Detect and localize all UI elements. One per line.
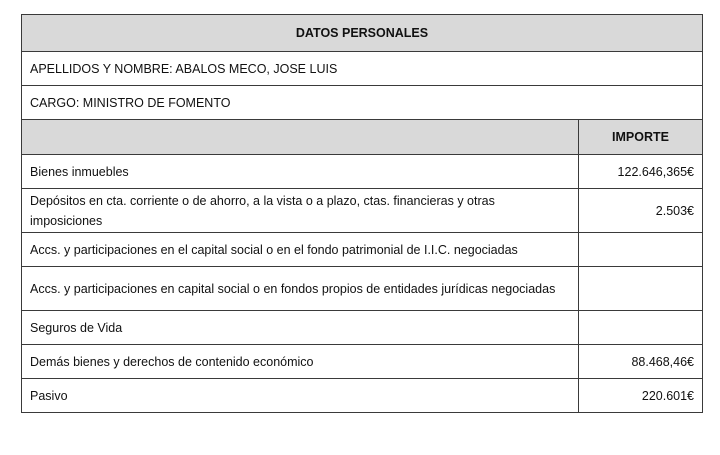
amount-column-header: IMPORTE	[579, 120, 703, 155]
column-header-row	[22, 120, 703, 155]
item-amount	[579, 233, 703, 267]
item-label: Bienes inmuebles	[22, 155, 579, 189]
name-field: APELLIDOS Y NOMBRE: ABALOS MECO, JOSE LUIS	[22, 52, 703, 86]
item-label: Accs. y participaciones en capital social o en fondos propios de entidades jurídicas negociadas	[22, 267, 579, 311]
table-row	[22, 189, 703, 233]
item-amount: 220.601€	[579, 379, 703, 413]
personal-data-table	[21, 14, 703, 413]
table-row	[22, 155, 703, 189]
item-amount: 88.468,46€	[579, 345, 703, 379]
table-row	[22, 345, 703, 379]
item-label: Pasivo	[22, 379, 579, 413]
item-label: Accs. y participaciones en el capital social o en el fondo patrimonial de I.I.C. negociadas	[22, 233, 579, 267]
item-amount: 122.646,365€	[579, 155, 703, 189]
table-title: DATOS PERSONALES	[22, 15, 703, 52]
table-row	[22, 379, 703, 413]
item-amount	[579, 267, 703, 311]
name-row	[22, 52, 703, 86]
item-label: Depósitos en cta. corriente o de ahorro, a la vista o a plazo, ctas. financieras y otras imposiciones	[22, 189, 579, 233]
column-header-blank	[22, 120, 579, 155]
item-amount: 2.503€	[579, 189, 703, 233]
table-row	[22, 311, 703, 345]
table-row	[22, 267, 703, 311]
cargo-field: CARGO: MINISTRO DE FOMENTO	[22, 86, 703, 120]
cargo-row	[22, 86, 703, 120]
item-label: Demás bienes y derechos de contenido económico	[22, 345, 579, 379]
item-label: Seguros de Vida	[22, 311, 579, 345]
table-title-row	[22, 15, 703, 52]
table-row	[22, 233, 703, 267]
item-amount	[579, 311, 703, 345]
